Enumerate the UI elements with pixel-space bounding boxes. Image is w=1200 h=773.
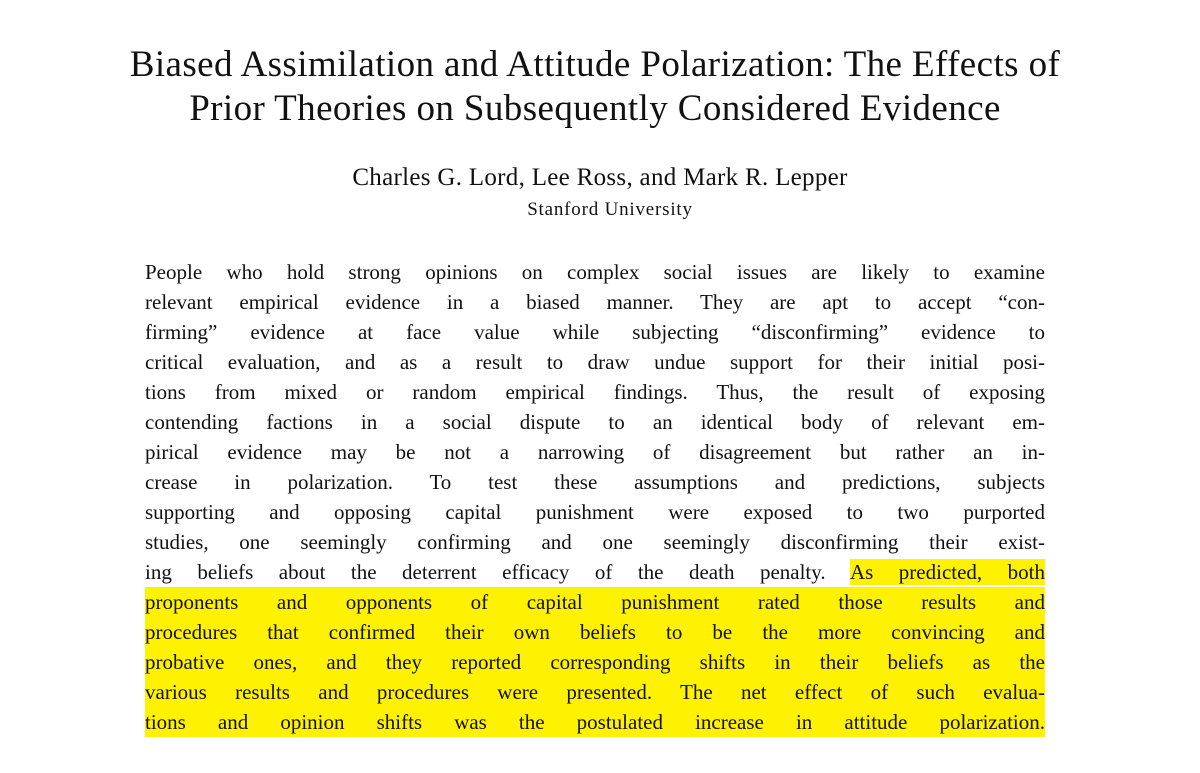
- abstract-line-highlighted: [145, 587, 1045, 617]
- abstract-text: supporting and opposing capital punishment were exposed to two purported: [145, 500, 1045, 524]
- abstract-text: critical evaluation, and as a result to draw undue support for their initial posi-: [145, 350, 1045, 374]
- abstract-text: pirical evidence may be not a narrowing of disagreement but rather an in-: [145, 440, 1045, 464]
- highlighted-text: proponents and opponents of capital punishment rated those results and: [145, 590, 1045, 614]
- abstract-line: [145, 557, 1045, 587]
- author-list: Charles G. Lord, Lee Ross, and Mark R. Lepper: [352, 164, 848, 191]
- abstract: [145, 257, 1045, 737]
- abstract-line: [145, 527, 1045, 557]
- abstract-text: relevant empirical evidence in a biased manner. They are apt to accept “con-: [145, 290, 1045, 314]
- title-line-1: Biased Assimilation and Attitude Polarization: The Effects of: [129, 44, 1061, 85]
- abstract-line-highlighted: [145, 647, 1045, 677]
- abstract-line: [145, 407, 1045, 437]
- highlighted-text: various results and procedures were presented. The net effect of such evalua-: [145, 680, 1045, 704]
- affiliation: Stanford University: [527, 199, 693, 220]
- abstract-text: contending factions in a social dispute to an identical body of relevant em-: [145, 410, 1045, 434]
- highlighted-text: probative ones, and they reported corresponding shifts in their beliefs as the: [145, 650, 1045, 674]
- abstract-text: tions from mixed or random empirical findings. Thus, the result of exposing: [145, 380, 1045, 404]
- abstract-line: [145, 347, 1045, 377]
- abstract-line: [145, 317, 1045, 347]
- abstract-line: [145, 437, 1045, 467]
- abstract-line: [145, 497, 1045, 527]
- abstract-text: crease in polarization. To test these assumptions and predictions, subjects: [145, 470, 1045, 494]
- highlighted-text: tions and opinion shifts was the postulated increase in attitude polarization.: [145, 710, 1045, 734]
- highlighted-text: procedures that confirmed their own beliefs to be the more convincing and: [145, 620, 1045, 644]
- title-line-2: Prior Theories on Subsequently Considered Evidence: [189, 88, 1001, 129]
- abstract-line: [145, 377, 1045, 407]
- abstract-line: [145, 287, 1045, 317]
- abstract-line-highlighted: [145, 617, 1045, 647]
- abstract-line: [145, 467, 1045, 497]
- paper-title: [0, 43, 1190, 131]
- abstract-text: ing beliefs about the deterrent efficacy of the death penalty.: [145, 560, 850, 584]
- abstract-line: [145, 257, 1045, 287]
- abstract-text: firming” evidence at face value while subjecting “disconfirming” evidence to: [145, 320, 1045, 344]
- abstract-text: People who hold strong opinions on complex social issues are likely to examine: [145, 260, 1045, 284]
- highlighted-text: As predicted, both: [849, 560, 1045, 584]
- abstract-text: studies, one seemingly confirming and one seemingly disconfirming their exist-: [145, 530, 1045, 554]
- abstract-line-highlighted: [145, 707, 1045, 737]
- abstract-line-highlighted: [145, 677, 1045, 707]
